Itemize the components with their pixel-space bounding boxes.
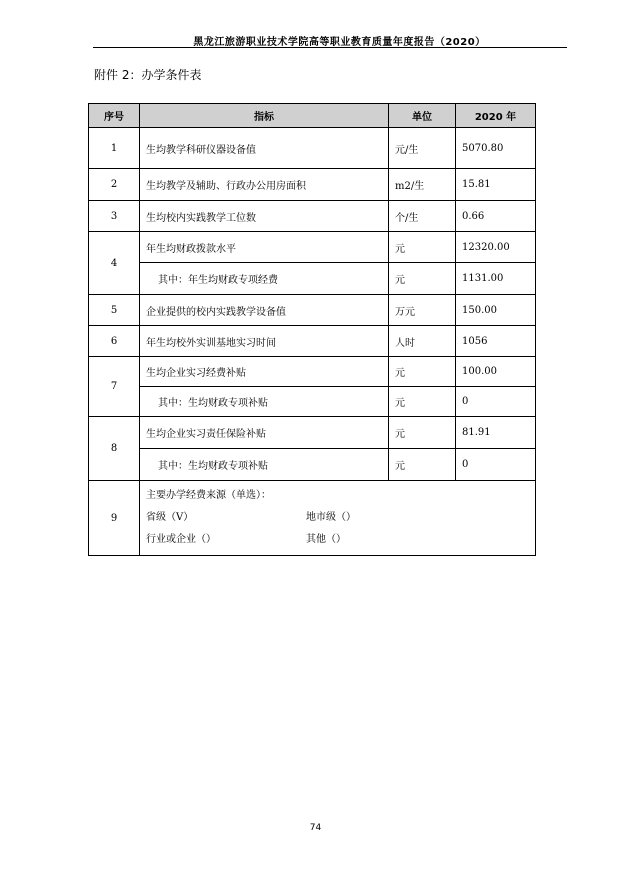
row-value: 150.00 (456, 295, 536, 326)
row-value: 0.66 (456, 201, 536, 232)
table-subrow (89, 387, 536, 417)
funding-source-row (89, 481, 536, 556)
row-seq: 9 (89, 481, 140, 556)
table-subrow (89, 263, 536, 295)
subrow-value: 0 (456, 387, 536, 417)
row-indicator: 年生均校外实训基地实习时间 (140, 326, 389, 357)
row-value: 100.00 (456, 357, 536, 387)
row-indicator: 生均企业实习经费补贴 (140, 357, 389, 387)
funding-source-cell (140, 481, 536, 556)
row-unit: 元/生 (389, 128, 456, 169)
page-number: 74 (309, 823, 322, 833)
row-seq: 4 (89, 232, 140, 295)
header-divider (93, 47, 567, 48)
option-province: 省级（V） (146, 512, 194, 523)
row-value: 81.91 (456, 417, 536, 449)
table-row (89, 357, 536, 387)
row-indicator: 生均教学及辅助、行政办公用房面积 (140, 169, 389, 201)
row-seq: 5 (89, 295, 140, 326)
table-header-row (89, 104, 536, 128)
table-row (89, 169, 536, 201)
option-industry: 行业或企业（） (146, 534, 216, 545)
row-indicator: 生均校内实践教学工位数 (140, 201, 389, 232)
row-unit: 人时 (389, 326, 456, 357)
row-seq: 2 (89, 169, 140, 201)
row-seq: 3 (89, 201, 140, 232)
header-indicator: 指标 (140, 104, 389, 128)
report-header-title: 黑龙江旅游职业技术学院高等职业教育质量年度报告（2020） (193, 37, 486, 48)
row-seq: 7 (89, 357, 140, 417)
row-indicator: 生均教学科研仪器设备值 (140, 128, 389, 169)
conditions-table (88, 103, 536, 556)
row-unit: 元 (389, 232, 456, 263)
row-unit: m2/生 (389, 169, 456, 201)
row-unit: 元 (389, 417, 456, 449)
table-row (89, 326, 536, 357)
attachment-title: 附件 2：办学条件表 (94, 68, 202, 82)
table-row (89, 128, 536, 169)
funding-source-title: 主要办学经费来源（单选）： (146, 490, 271, 501)
subrow-value: 0 (456, 449, 536, 481)
table-row (89, 295, 536, 326)
table-subrow (89, 449, 536, 481)
row-indicator: 企业提供的校内实践教学设备值 (140, 295, 389, 326)
subrow-unit: 元 (389, 263, 456, 295)
row-indicator: 生均企业实习责任保险补贴 (140, 417, 389, 449)
row-indicator: 年生均财政拨款水平 (140, 232, 389, 263)
row-unit: 万元 (389, 295, 456, 326)
row-unit: 个/生 (389, 201, 456, 232)
option-city: 地市级（） (306, 512, 356, 523)
subrow-unit: 元 (389, 387, 456, 417)
row-value: 1056 (456, 326, 536, 357)
subrow-indicator: 其中：生均财政专项补贴 (140, 387, 389, 417)
header-year: 2020 年 (456, 104, 536, 128)
subrow-indicator: 其中：生均财政专项补贴 (140, 449, 389, 481)
header-unit: 单位 (389, 104, 456, 128)
row-value: 5070.80 (456, 128, 536, 169)
table-row (89, 201, 536, 232)
table-row (89, 417, 536, 449)
row-seq: 1 (89, 128, 140, 169)
subrow-unit: 元 (389, 449, 456, 481)
subrow-indicator: 其中：年生均财政专项经费 (140, 263, 389, 295)
row-value: 12320.00 (456, 232, 536, 263)
header-seq: 序号 (89, 104, 140, 128)
row-value: 15.81 (456, 169, 536, 201)
row-seq: 6 (89, 326, 140, 357)
subrow-value: 1131.00 (456, 263, 536, 295)
funding-source-options-2 (146, 529, 529, 551)
table-row (89, 232, 536, 263)
row-unit: 元 (389, 357, 456, 387)
option-other: 其他（） (306, 534, 346, 545)
row-seq: 8 (89, 417, 140, 481)
funding-source-options-1 (146, 507, 529, 529)
